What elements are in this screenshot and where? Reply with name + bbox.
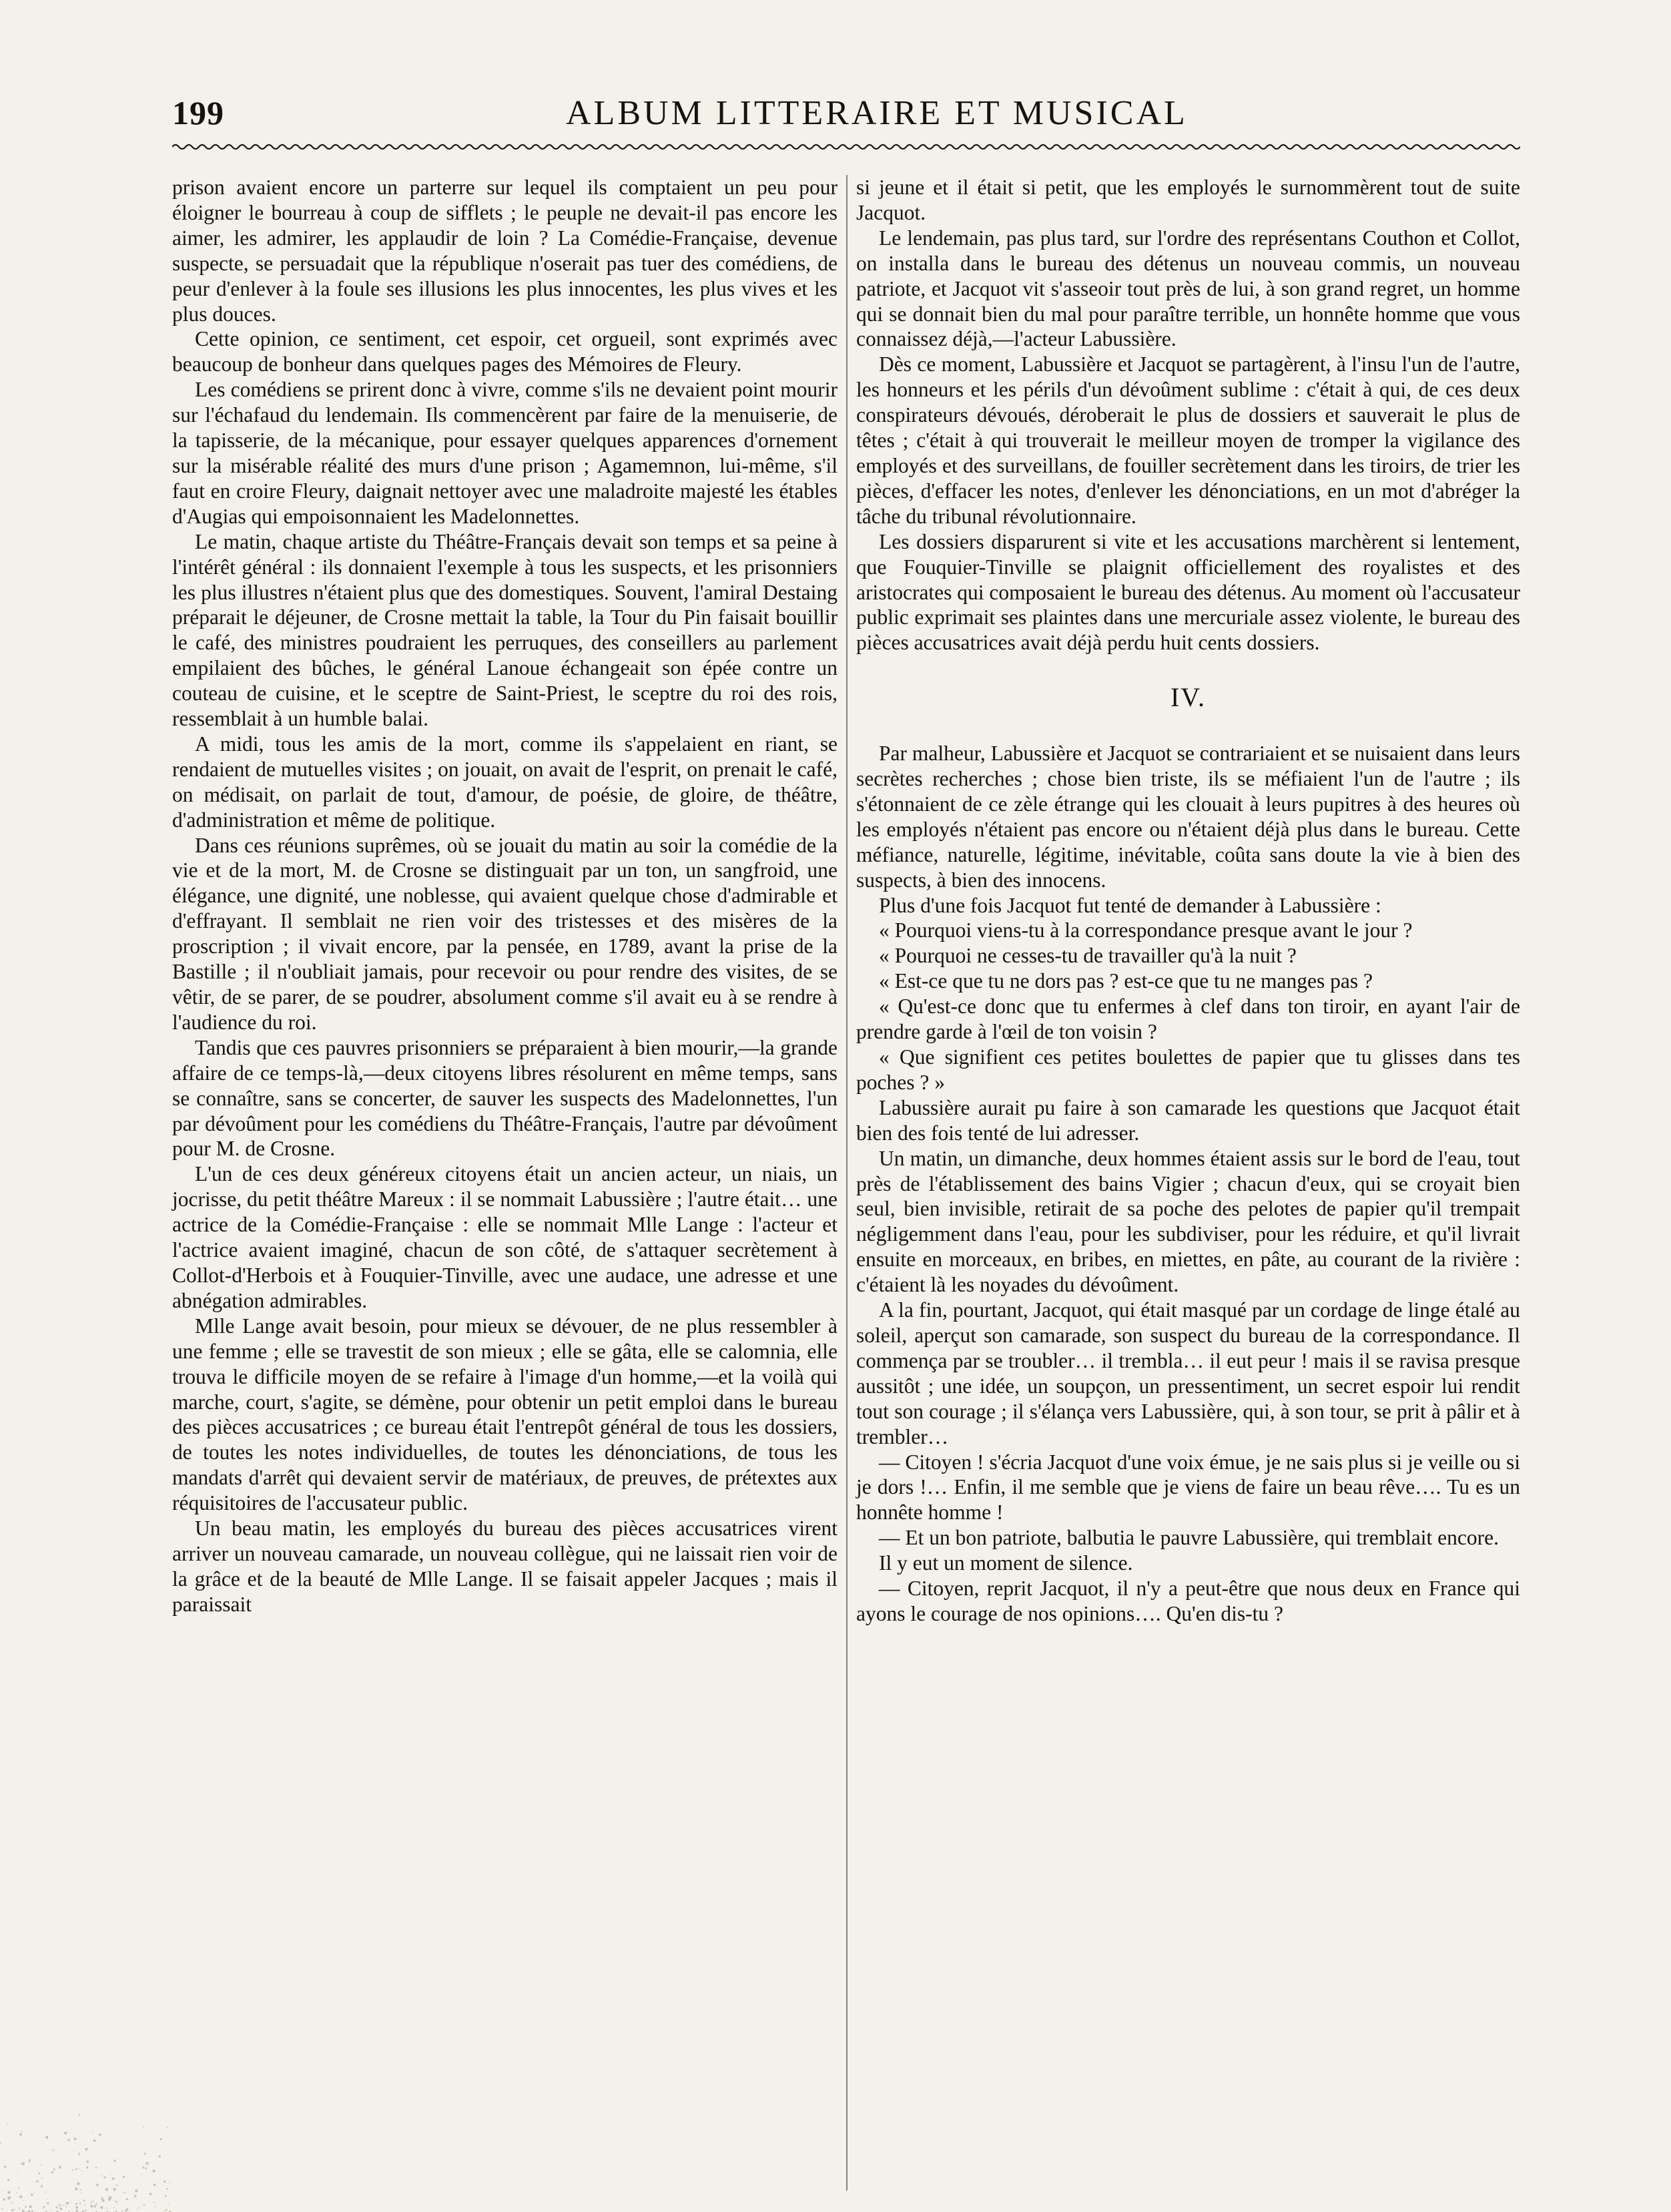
paragraph: A la fin, pourtant, Jacquot, qui était masqué par un cordage de linge étalé au soleil, aperçut son camarade, son suspect du bureau de la correspondance. Il commença par se troubler… il trembla… il eut peur ! mais il se ravisa presque aussitôt ; une idée, un soupçon, un pressentiment, un secret espoir lui rendit tout son courage ; il s'élança vers Labussière, qui, à son tour, se prit à pâlir et à trembler… [856,1298,1520,1448]
page-number: 199 [172,94,224,131]
running-title: ALBUM LITTERAIRE ET MUSICAL [566,94,1188,132]
paragraph: Cette opinion, ce sentiment, cet espoir, cet orgueil, sont exprimés avec beaucoup de bonheur dans quelques pages des Mémoires de Fleury. [172,327,838,376]
paragraph: Il y eut un moment de silence. [879,1551,1133,1575]
paragraph: A midi, tous les amis de la mort, comme ils s'appelaient en riant, se rendaient de mutuelles visites ; on jouait, on avait de l'esprit, on prenait le café, on médisait, on parlait de tout, d'amour, de poésie, de gloire, de théâtre, d'administration et même de politique. [172,732,838,832]
paragraph: Dès ce moment, Labussière et Jacquot se partagèrent, à l'insu l'un de l'autre, les honneurs et les périls d'un dévoûment sublime : c'était à qui, de ces deux conspirateurs dévoués, déroberait le plus de dossiers et sauverait le plus de têtes ; c'était à qui trouverait le meilleur moyen de tromper la vigilance des employés et des surveillans, de fouiller secrètement dans les tiroirs, de trier les pièces, d'effacer les notes, d'enlever les dénonciations, en un mot d'abréger la tâche du tribunal révolutionnaire. [856,352,1520,528]
column-divider [846,175,848,2191]
paragraph: « Qu'est-ce donc que tu enfermes à clef dans ton tiroir, en ayant l'air de prendre garde à l'œil de ton voisin ? [856,995,1520,1044]
paragraph: — Citoyen, reprit Jacquot, il n'y a peut-être que nous deux en France qui ayons le courage de nos opinions…. Qu'en dis-tu ? [856,1577,1520,1625]
paragraph: Plus d'une fois Jacquot fut tenté de demander à Labussière : [879,893,1381,917]
paragraph: Les dossiers disparurent si vite et les accusations marchèrent si lentement, que Fouquier-Tinville se plaignit officiellement des royalistes et des aristocrates qui composaient le bureau des détenus. Au moment où l'accusateur public exprimait ses plaintes dans une mercuriale assez violente, le bureau des pièces accusatrices avait déjà perdu huit cents dossiers. [856,529,1520,655]
paragraph: Le lendemain, pas plus tard, sur l'ordre des représentans Couthon et Collot, on installa dans le bureau des détenus un nouveau commis, un nouveau patriote, et Jacquot vit s'asseoir tout près de lui, à son grand regret, un homme qui se donnait bien du mal pour paraître terrible, un honnête homme que vous connaissez déjà,—l'acteur Labussière. [856,226,1520,351]
header-wavy-rule [172,142,1520,152]
paragraph: si jeune et il était si petit, que les employés le surnommèrent tout de suite Jacquot. [856,176,1520,224]
paragraph: Labussière aurait pu faire à son camarade les questions que Jacquot était bien des fois tenté de lui adresser. [856,1095,1520,1145]
paragraph: « Que signifient ces petites boulettes de papier que tu glisses dans tes poches ? » [856,1045,1520,1094]
paragraph: — Et un bon patriote, balbutia le pauvre Labussière, qui tremblait encore. [879,1526,1499,1550]
paragraph: L'un de ces deux généreux citoyens était un ancien acteur, un niais, un jocrisse, du petit théâtre Mareux : il se nommait Labussière ; l'autre était… une actrice de la Comédie-Française : elle se nommait Mlle Lange : l'acteur et l'actrice avaient imaginé, chacun de son côté, de s'attaquer secrètement à Collot-d'Herbois et à Fouquier-Tinville, avec une audace, une adresse et une abnégation admirables. [172,1162,838,1312]
right-column [856,175,1520,1627]
page-header [172,93,1520,140]
paragraph: « Pourquoi viens-tu à la correspondance presque avant le jour ? [879,918,1413,942]
paragraph: — Citoyen ! s'écria Jacquot d'une voix émue, je ne sais plus si je veille ou si je dors !… Enfin, il me semble que je viens de faire un beau rêve…. Tu es un honnête homme ! [856,1450,1520,1525]
paragraph: Les comédiens se prirent donc à vivre, comme s'ils ne devaient point mourir sur l'échafaud du lendemain. Ils commencèrent par faire de la menuiserie, de la tapisserie, de la mécanique, pour essayer quelques apparences d'ornement sur la misérable réalité des murs d'une prison ; Agamemnon, lui-même, s'il faut en croire Fleury, daignait nettoyer avec une maladroite majesté les étables d'Augias qui empoisonnaient les Madelonnettes. [172,378,838,528]
paragraph: Dans ces réunions suprêmes, où se jouait du matin au soir la comédie de la vie et de la mort, M. de Crosne se distinguait par un ton, un sangfroid, une élégance, une dignité, une noblesse, qui avaient quelque chose d'admirable et d'effrayant. Il semblait ne rien voir des tristesses et des misères de la proscription ; il vivait encore, par la pensée, en 1789, avant la prise de la Bastille ; il n'oubliait jamais, pour recevoir ou pour rendre des visites, de se vêtir, de se parer, de se poudrer, absolument comme s'il avait eu à se rendre à l'audience du roi. [172,833,838,1034]
paragraph: Tandis que ces pauvres prisonniers se préparaient à bien mourir,—la grande affaire de ce temps-là,—deux citoyens libres résolurent en même temps, sans se connaître, sans se concerter, de sauver les suspects des Madelonnettes, l'un par dévoûment pour les comédiens du Théâtre-Français, l'autre par dévoûment pour M. de Crosne. [172,1035,838,1161]
paragraph: « Est-ce que tu ne dors pas ? est-ce que tu ne manges pas ? [879,969,1373,993]
section-heading: IV. [1170,682,1207,713]
paragraph: Par malheur, Labussière et Jacquot se contrariaient et se nuisaient dans leurs secrètes recherches ; chose bien triste, ils se méfiaient l'un de l'autre ; ils s'étonnaient de ce zèle étrange qui les clouait à leurs pupitres à des heures où les employés n'étaient pas encore ou n'étaient déjà plus dans le bureau. Cette méfiance, naturelle, légitime, inévitable, coûta sans doute la vie à bien des suspects, à bien des innocens. [856,742,1520,892]
left-column [172,175,838,1617]
paragraph: « Pourquoi ne cesses-tu de travailler qu'à la nuit ? [879,944,1297,968]
paragraph: Le matin, chaque artiste du Théâtre-Français devait son temps et sa peine à l'intérêt général : ils donnaient l'exemple à tous les suspects, et les prisonniers les plus illustres n'étaient plus que des domestiques. Souvent, l'amiral Destaing préparait le déjeuner, de Crosne mettait la table, la Tour du Pin faisait bouillir le café, des ministres poudraient les perruques, des conseillers au parlement empilaient des bûches, le général Lanoue échangeait son épée contre un couteau de cuisine, et le sceptre de Saint-Priest, le sceptre du roi des rois, ressemblait à un humble balai. [172,529,838,731]
paragraph: Mlle Lange avait besoin, pour mieux se dévouer, de ne plus ressembler à une femme ; elle se travestit de son mieux ; elle se gâta, elle se calomnia, elle trouva le difficile moyen de se refaire à l'image d'un homme,—et la voilà qui marche, court, s'agite, se démène, pour obtenir un petit emploi dans le bureau des pièces accusatrices ; ce bureau était l'entrepôt général de tous les dossiers, de toutes les notes individuelles, de toutes les dénonciations, de tous les mandats d'arrêt qui devaient servir de matériaux, de preuves, de prétextes aux réquisitoires de l'accusateur public. [172,1314,838,1515]
scan-speckle-decoration [0,2099,174,2212]
paragraph: Un beau matin, les employés du bureau des pièces accusatrices virent arriver un nouveau camarade, un nouveau collègue, qui ne laissait rien voir de la grâce et de la beauté de Mlle Lange. Il se faisait appeler Jacques ; mais il paraissait [172,1516,838,1616]
paragraph: Un matin, un dimanche, deux hommes étaient assis sur le bord de l'eau, tout près de l'établissement des bains Vigier ; chacun d'eux, qui se croyait bien seul, bien invisible, retirait de sa poche des pelotes de papier qu'il trempait négligemment dans l'eau, pour les subdiviser, pour les réduire, et qu'il livrait ensuite en morceaux, en bribes, en miettes, en pâte, au courant de la rivière : c'étaient là les noyades du dévoûment. [856,1146,1520,1297]
paragraph: prison avaient encore un parterre sur lequel ils comptaient un peu pour éloigner le bourreau à coup de sifflets ; le peuple ne devait-il pas encore les aimer, les admirer, les applaudir de loin ? La Comédie-Française, devenue suspecte, se persuadait que la république n'oserait pas tuer des comédiens, de peur d'enlever à la foule ses illusions les plus innocentes, les plus vives et les plus douces. [172,176,838,326]
